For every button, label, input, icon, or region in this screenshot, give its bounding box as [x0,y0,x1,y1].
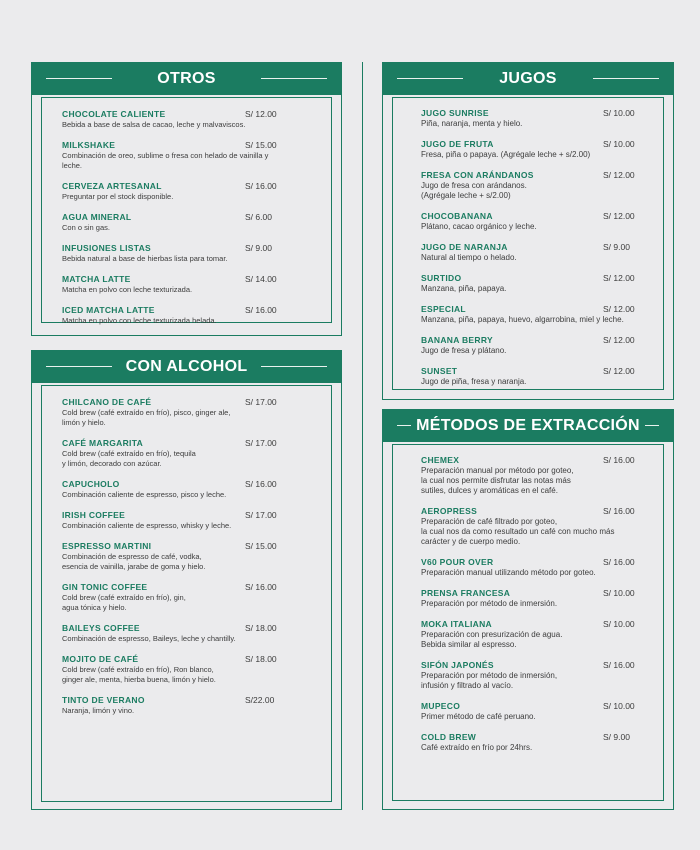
menu-item [421,335,643,356]
item-name: ESPRESSO MARTINI [62,541,152,551]
menu-item [421,139,643,160]
menu-item [62,212,291,233]
item-name: COLD BREW [421,732,477,742]
menu-item [421,170,643,201]
item-name: CHEMEX [421,455,460,465]
menu-item [62,541,291,572]
menu-item [62,140,291,171]
item-name: CAPUCHOLO [62,479,120,489]
item-name: SIFÓN JAPONÉS [421,660,494,670]
item-description: Primer método de café peruano. [421,712,536,721]
item-name: AEROPRESS [421,506,478,516]
header-rule-right [261,78,327,79]
item-description: Jugo de piña, fresa y naranja. [421,377,527,386]
item-price: S/ 6.00 [245,212,272,222]
item-price: S/ 18.00 [245,654,277,664]
menu-item [421,732,643,753]
item-description: Combinación de espresso, Baileys, leche y chantilly. [62,634,236,643]
item-price: S/ 12.00 [603,366,635,376]
item-price: S/ 12.00 [603,211,635,221]
item-price: S/ 12.00 [245,109,277,119]
item-price: S/ 9.00 [603,732,630,742]
menu-item [62,109,291,130]
menu-item [62,479,291,500]
column-divider [362,62,363,810]
menu-item [421,242,643,263]
item-name: SUNSET [421,366,458,376]
menu-item [421,211,643,232]
item-price: S/ 17.00 [245,510,277,520]
item-price: S/ 12.00 [603,304,635,314]
menu-item [421,366,643,387]
section-jugos [382,62,674,400]
item-name: ICED MATCHA LATTE [62,305,155,315]
item-name: CHOCOLATE CALIENTE [62,109,166,119]
menu-item [62,243,291,264]
menu-item [421,304,643,325]
menu-item [421,557,643,578]
item-price: S/ 17.00 [245,438,277,448]
item-price: S/ 16.00 [603,557,635,567]
item-price: S/ 10.00 [603,139,635,149]
item-name: BAILEYS COFFEE [62,623,140,633]
item-description: Combinación de espresso de café, vodka, esencia de vainilla, jarabe de goma y hielo. [62,552,206,571]
item-name: CAFÉ MARGARITA [62,438,144,448]
item-name: MATCHA LATTE [62,274,131,284]
item-description: Combinación caliente de espresso, whisky y leche. [62,521,232,530]
item-price: S/ 16.00 [245,479,277,489]
item-name: JUGO DE FRUTA [421,139,494,149]
menu-list [62,109,291,336]
section-header-jugos [383,63,673,95]
item-description: Con o sin gas. [62,223,110,232]
item-name: SURTIDO [421,273,462,283]
item-name: INFUSIONES LISTAS [62,243,152,253]
menu-item [421,660,643,691]
item-price: S/ 9.00 [603,242,630,252]
menu-item [421,108,643,129]
item-name: CHILCANO DE CAFÉ [62,397,152,407]
menu-item [62,397,291,428]
header-rule-left [46,78,112,79]
item-description: Fresa, piña o papaya. (Agrégale leche + s/2.00) [421,150,591,159]
menu-item [62,582,291,613]
section-header-metodos [383,410,673,442]
item-name: BANANA BERRY [421,335,493,345]
header-rule-right [261,366,327,367]
item-description: Preparación de café filtrado por goteo, la cual nos da como resultado un café con mucho más carácter y de cuerpo medio. [421,517,615,546]
item-price: S/ 12.00 [603,335,635,345]
menu-item [62,305,291,326]
menu-item [62,274,291,295]
item-price: S/ 16.00 [603,455,635,465]
menu-item [62,181,291,202]
item-description: Matcha en polvo con leche texturizada helada. [62,316,217,325]
item-description: Naranja, limón y vino. [62,706,135,715]
header-rule-left [397,425,411,426]
section-con-alcohol [31,350,342,810]
item-name: IRISH COFFEE [62,510,126,520]
item-description: Preparación con presurización de agua. Bebida similar al espresso. [421,630,563,649]
menu-item [421,701,643,722]
section-title: MÉTODOS DE EXTRACCIÓN [416,417,640,434]
item-price: S/ 12.00 [603,170,635,180]
item-description: Manzana, piña, papaya, huevo, algarrobina, miel y leche. [421,315,624,324]
item-description: Café extraído en frío por 24hrs. [421,743,533,752]
item-price: S/ 15.00 [245,541,277,551]
item-price: S/ 16.00 [603,506,635,516]
item-name: MOJITO DE CAFÉ [62,654,139,664]
item-price: S/ 10.00 [603,108,635,118]
item-name: AGUA MINERAL [62,212,132,222]
item-price: S/ 9.00 [245,243,272,253]
item-description: Cold brew (café extraído en frío), gin, agua tónica y hielo. [62,593,186,612]
item-description: Preparación manual utilizando método por goteo. [421,568,596,577]
menu-item [62,623,291,644]
header-rule-right [645,425,659,426]
item-price: S/ 18.00 [245,623,277,633]
item-description: Combinación de oreo, sublime o fresa con helado de vainilla y leche. [62,151,269,170]
item-price: S/ 10.00 [603,701,635,711]
header-rule-right [593,78,659,79]
item-description: Preparación por método de inmersión, infusión y filtrado al vacío. [421,671,558,690]
item-description: Cold brew (café extraído en frío), tequila y limón, decorado con azúcar. [62,449,196,468]
item-description: Bebida a base de salsa de cacao, leche y malvaviscos. [62,120,246,129]
section-metodos-de-extraccion [382,409,674,810]
menu-item [62,654,291,685]
menu-list [62,397,291,726]
menu-item [421,455,643,496]
menu-item [421,619,643,650]
item-price: S/ 16.00 [603,660,635,670]
section-header-con-alcohol [32,351,341,383]
item-description: Cold brew (café extraído en frío), pisco, ginger ale, limón y hielo. [62,408,231,427]
item-description: Preparación por método de inmersión. [421,599,558,608]
item-price: S/ 16.00 [245,181,277,191]
menu-item [421,273,643,294]
header-rule-left [46,366,112,367]
item-name: MUPECO [421,701,461,711]
menu-item [62,695,291,716]
item-price: S/ 16.00 [245,582,277,592]
item-name: MILKSHAKE [62,140,116,150]
item-price: S/ 12.00 [603,273,635,283]
section-title: OTROS [157,70,216,87]
item-description: Natural al tiempo o helado. [421,253,517,262]
item-description: Preguntar por el stock disponible. [62,192,174,201]
item-description: Plátano, cacao orgánico y leche. [421,222,537,231]
section-header-otros [32,63,341,95]
item-price: S/ 10.00 [603,619,635,629]
item-description: Manzana, piña, papaya. [421,284,507,293]
item-name: ESPECIAL [421,304,466,314]
menu-list [421,108,643,397]
item-name: FRESA CON ARÁNDANOS [421,170,534,180]
item-name: JUGO SUNRISE [421,108,489,118]
menu-item [421,506,643,547]
item-name: MOKA ITALIANA [421,619,492,629]
item-name: TINTO DE VERANO [62,695,145,705]
item-name: JUGO DE NARANJA [421,242,508,252]
item-description: Preparación manual por método por goteo, la cual nos permite disfrutar las notas más sutiles, dulces y aromáticas en el café. [421,466,574,495]
item-price: S/ 16.00 [245,305,277,315]
item-description: Jugo de fresa con arándanos. (Agrégale leche + s/2.00) [421,181,527,200]
menu-item [62,510,291,531]
header-rule-left [397,78,463,79]
section-title: JUGOS [499,70,557,87]
menu-item [421,588,643,609]
item-price: S/ 14.00 [245,274,277,284]
section-otros [31,62,342,336]
section-title: CON ALCOHOL [125,358,248,375]
item-price: S/ 10.00 [603,588,635,598]
item-name: GIN TONIC COFFEE [62,582,148,592]
item-description: Piña, naranja, menta y hielo. [421,119,523,128]
item-name: PRENSA FRANCESA [421,588,511,598]
menu-item [62,438,291,469]
item-name: CHOCOBANANA [421,211,493,221]
item-price: S/22.00 [245,695,275,705]
item-name: V60 POUR OVER [421,557,494,567]
item-name: CERVEZA ARTESANAL [62,181,162,191]
item-description: Combinación caliente de espresso, pisco y leche. [62,490,227,499]
item-description: Matcha en polvo con leche texturizada. [62,285,193,294]
item-price: S/ 17.00 [245,397,277,407]
item-description: Cold brew (café extraído en frío), Ron blanco, ginger ale, menta, hierba buena, limón y hielo. [62,665,216,684]
item-price: S/ 15.00 [245,140,277,150]
menu-list [421,455,643,763]
item-description: Bebida natural a base de hierbas lista para tomar. [62,254,228,263]
item-description: Jugo de fresa y plátano. [421,346,507,355]
